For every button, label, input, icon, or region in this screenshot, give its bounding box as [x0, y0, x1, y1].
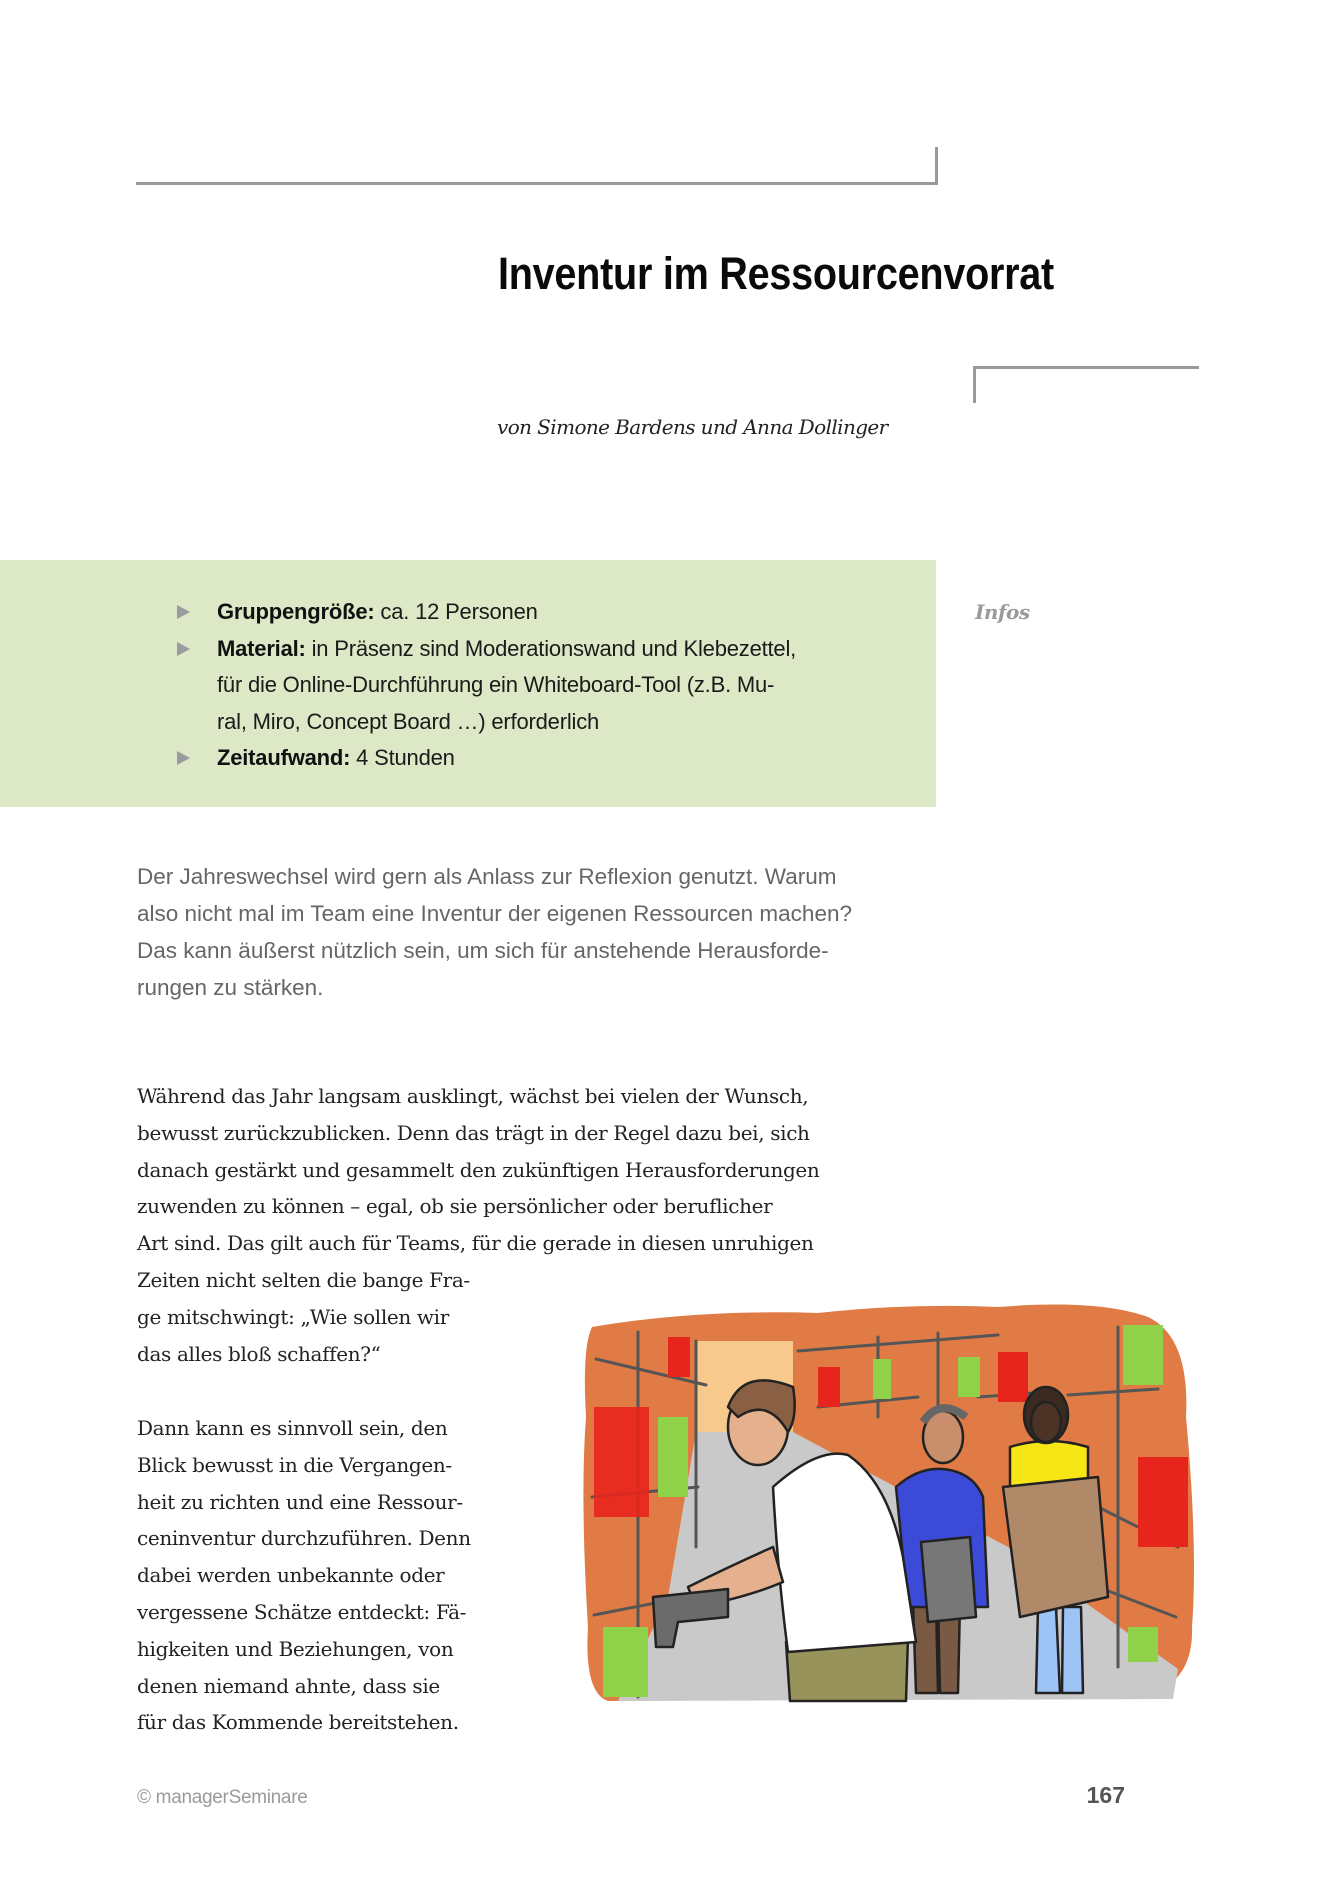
info-list	[0, 594, 796, 777]
info-line: ral, Miro, Concept Board …) erforderlich	[217, 708, 600, 734]
page-title: Inventur im Ressourcenvorrat	[498, 248, 1054, 299]
info-line	[217, 631, 796, 668]
info-value: 4 Stunden	[350, 745, 455, 771]
info-label: Material:	[217, 635, 306, 661]
body-line: bewusst zurückzublicken. Denn das trägt in der Regel dazu bei, sich	[137, 1120, 810, 1145]
triangle-bullet-icon	[177, 642, 190, 656]
lead-paragraph	[137, 858, 852, 1006]
info-value: in Präsenz sind Moderationswand und Klebezettel,	[305, 635, 797, 661]
info-line: für die Online-Durchführung ein Whiteboard-Tool (z.B. Mu-	[217, 672, 775, 698]
copyright-notice: © managerSeminare	[137, 1787, 308, 1808]
body-line: denen niemand ahnte, dass sie	[137, 1673, 440, 1698]
body-line: heit zu richten und eine Ressour-	[137, 1489, 463, 1514]
body-paragraph-2	[137, 1410, 471, 1741]
body-line: higkeiten und Beziehungen, von	[137, 1636, 454, 1661]
lead-line: also nicht mal im Team eine Inventur der eigenen Ressourcen machen?	[137, 901, 852, 926]
info-line	[217, 594, 796, 631]
body-line: Zeiten nicht selten die bange Fra-	[137, 1267, 470, 1292]
triangle-bullet-icon	[177, 605, 190, 619]
page-number: 167	[1086, 1782, 1125, 1808]
body-line: Während das Jahr langsam ausklingt, wächst bei vielen der Wunsch,	[137, 1084, 809, 1108]
body-line: für das Kommende bereitstehen.	[137, 1710, 459, 1735]
info-item-time	[0, 740, 796, 777]
lead-line: rungen zu stärken.	[137, 975, 324, 1000]
body-line: vergessene Schätze entdeckt: Fä-	[137, 1599, 467, 1624]
lead-line: Das kann äußerst nützlich sein, um sich für anstehende Herausforde-	[137, 938, 829, 963]
body-line: dabei werden unbekannte oder	[137, 1563, 445, 1588]
author-rule-vertical	[973, 366, 976, 403]
info-label: Zeitaufwand:	[217, 745, 351, 771]
info-box	[0, 560, 936, 807]
info-label: Gruppengröße:	[217, 599, 375, 624]
lead-line: Der Jahreswechsel wird gern als Anlass zur Reflexion genutzt. Warum	[137, 864, 837, 889]
body-line: Dann kann es sinnvoll sein, den	[137, 1416, 448, 1440]
warehouse-inventory-illustration	[578, 1297, 1202, 1711]
author-line: von Simone Bardens und Anna Dollinger	[497, 415, 888, 439]
author-rule-horizontal	[973, 366, 1199, 369]
header-rule-vertical	[935, 147, 938, 185]
side-label-infos: Infos	[975, 600, 1030, 624]
body-line: Art sind. Das gilt auch für Teams, für die gerade in diesen unruhigen	[137, 1231, 814, 1256]
info-line	[217, 740, 796, 777]
body-line: zuwenden zu können – egal, ob sie persönlicher oder beruflicher	[137, 1194, 773, 1219]
triangle-bullet-icon	[177, 751, 190, 765]
body-line: ge mitschwingt: „Wie sollen wir	[137, 1304, 449, 1329]
body-line: das alles bloß schaffen?“	[137, 1341, 381, 1366]
info-item-group-size	[0, 594, 796, 631]
body-line: ceninventur durchzuführen. Denn	[137, 1526, 471, 1551]
body-line: Blick bewusst in die Vergangen-	[137, 1452, 452, 1477]
info-item-material	[0, 631, 796, 741]
header-rule-horizontal	[136, 182, 938, 185]
body-line: danach gestärkt und gesammelt den zukünftigen Herausforderungen	[137, 1157, 820, 1182]
info-value: ca. 12 Personen	[374, 599, 538, 624]
